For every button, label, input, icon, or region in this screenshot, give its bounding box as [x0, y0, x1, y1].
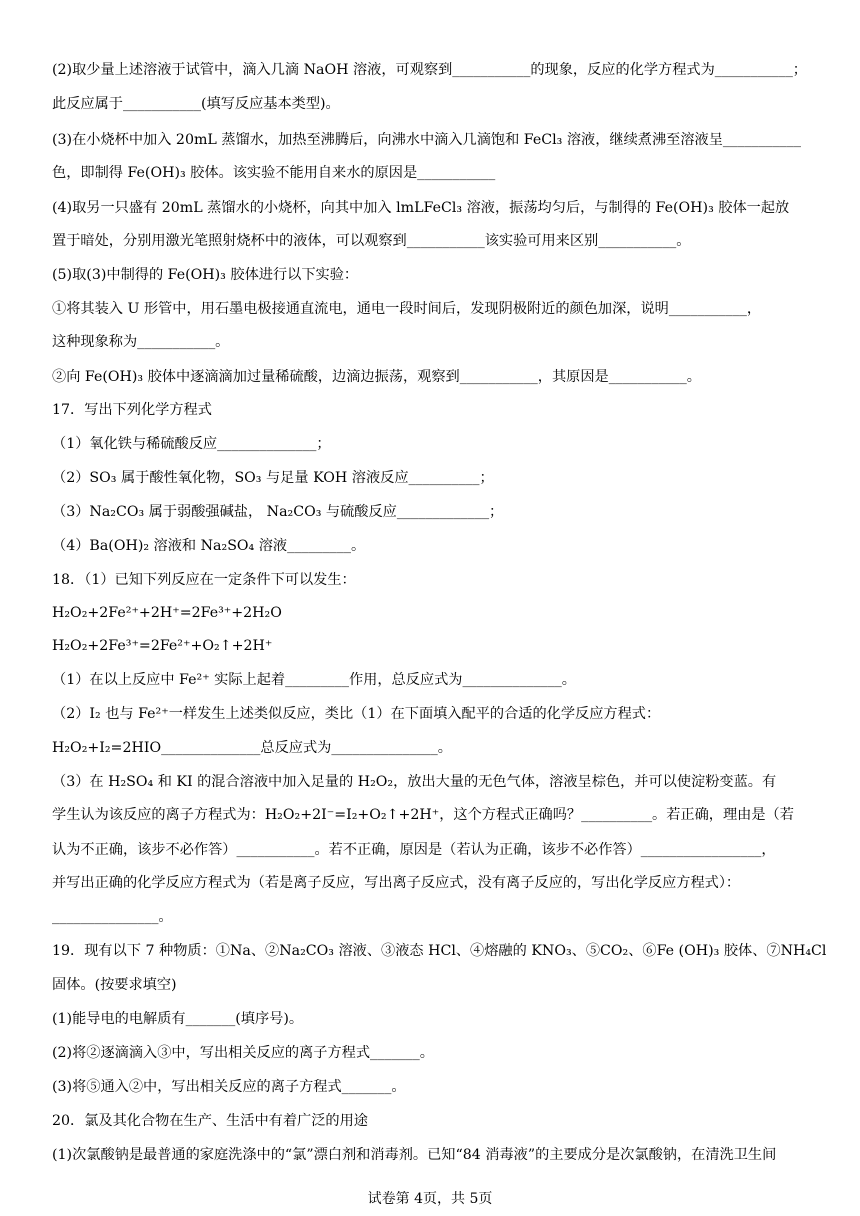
- q17-part3: （3）Na₂CO₃ 属于弱酸强碱盐， Na₂CO₃ 与硫酸反应_____________；: [52, 504, 504, 520]
- q16-part5-item1-line1: ①将其装入 U 形管中，用石墨电极接通直流电，通电一段时间后，发现阴极附近的颜色加深，说明___________，: [52, 301, 762, 317]
- q16-part4-line2: 置于暗处，分别用激光笔照射烧杯中的液体，可以观察到___________该实验可用来区别___________。: [52, 233, 691, 249]
- q17-title: 17．写出下列化学方程式: [52, 402, 212, 418]
- q16-part3-line1: (3)在小烧杯中加入 20mL 蒸馏水，加热至沸腾后，向沸水中滴入几滴饱和 FeCl₃ 溶液，继续煮沸至溶液呈___________: [52, 132, 801, 148]
- q18-title: 18．（1）已知下列反应在一定条件下可以发生：: [52, 572, 356, 588]
- q18-part2: （2）I₂ 也与 Fe²⁺一样发生上述类似反应，类比（1）在下面填入配平的合适的化学反应方程式：: [52, 706, 661, 722]
- q17-part2: （2）SO₃ 属于酸性氧化物，SO₃ 与足量 KOH 溶液反应__________；: [52, 470, 494, 486]
- q16-part4-line1: (4)取另一只盛有 20mL 蒸馏水的小烧杯，向其中加入 lmLFeCl₃ 溶液，振荡均匀后，与制得的 Fe(OH)₃ 胶体一起放: [52, 200, 790, 216]
- q18-equation2: H₂O₂+2Fe³⁺=2Fe²⁺+O₂↑+2H⁺: [52, 638, 273, 654]
- q20-title: 20．氯及其化合物在生产、生活中有着广泛的用途: [52, 1113, 368, 1129]
- q19-part1: (1)能导电的电解质有_______(填序号)。: [52, 1011, 304, 1027]
- q16-part2-line2: 此反应属于___________(填写反应基本类型)。: [52, 96, 340, 112]
- q16-part5-item1-line2: 这种现象称为___________。: [52, 334, 230, 350]
- q19-part3: (3)将⑤通入②中，写出相关反应的离子方程式_______。: [52, 1079, 406, 1095]
- q19-part2: (2)将②逐滴滴入③中，写出相关反应的离子方程式_______。: [52, 1045, 434, 1061]
- q16-part5-item2: ②向 Fe(OH)₃ 胶体中逐滴滴加过量稀硫酸，边滴边振荡，观察到___________，其原因是___________。: [52, 369, 701, 385]
- q18-part1: （1）在以上反应中 Fe²⁺ 实际上起着_________作用，总反应式为______________。: [52, 672, 576, 688]
- q18-part3-line1: （3）在 H₂SO₄ 和 KI 的混合溶液中加入足量的 H₂O₂，放出大量的无色气体，溶液呈棕色，并可以使淀粉变蓝。有: [52, 774, 777, 790]
- q18-part3-blank: _______________。: [52, 909, 173, 925]
- page-footer: 试卷第 4页，共 5页: [367, 1191, 493, 1207]
- q17-part1: （1）氧化铁与稀硫酸反应______________；: [52, 436, 331, 452]
- q16-part2-line1: (2)取少量上述溶液于试管中，滴入几滴 NaOH 溶液，可观察到___________的现象，反应的化学方程式为___________；: [52, 62, 807, 78]
- q19-line1: 19．现有以下 7 种物质：①Na、②Na₂CO₃ 溶液、③液态 HCl、④熔融的 KNO₃、⑤CO₂、⑥Fe (OH)₃ 胶体、⑦NH₄Cl: [52, 943, 827, 959]
- q16-part3-line2: 色，即制得 Fe(OH)₃ 胶体。该实验不能用自来水的原因是___________: [52, 165, 496, 181]
- q19-line2: 固体。(按要求填空): [52, 977, 177, 993]
- q18-part3-line3: 认为不正确，该步不必作答）___________。若不正确，原因是（若认为正确，该步不必作答）_________________，: [52, 842, 776, 858]
- q17-part4: （4）Ba(OH)₂ 溶液和 Na₂SO₄ 溶液_________。: [52, 538, 366, 554]
- q16-part5-intro: (5)取(3)中制得的 Fe(OH)₃ 胶体进行以下实验：: [52, 267, 359, 283]
- q18-part2-equation: H₂O₂+I₂=2HIO______________总反应式为_______________。: [52, 740, 452, 756]
- q18-equation1: H₂O₂+2Fe²⁺+2H⁺=2Fe³⁺+2H₂O: [52, 605, 282, 621]
- q18-part3-line2: 学生认为该反应的离子方程式为：H₂O₂+2I⁻=I₂+O₂↑+2H⁺，这个方程式正确吗？__________。若正确，理由是（若: [52, 807, 794, 823]
- q18-part3-line4: 并写出正确的化学反应方程式为（若是离子反应，写出离子反应式，没有离子反应的，写出化学反应方程式）：: [52, 875, 741, 891]
- q20-part1-line1: (1)次氯酸钠是最普通的家庭洗涤中的“氯”漂白剂和消毒剂。已知“84 消毒液”的主要成分是次氯酸钠，在清洗卫生间: [52, 1147, 777, 1163]
